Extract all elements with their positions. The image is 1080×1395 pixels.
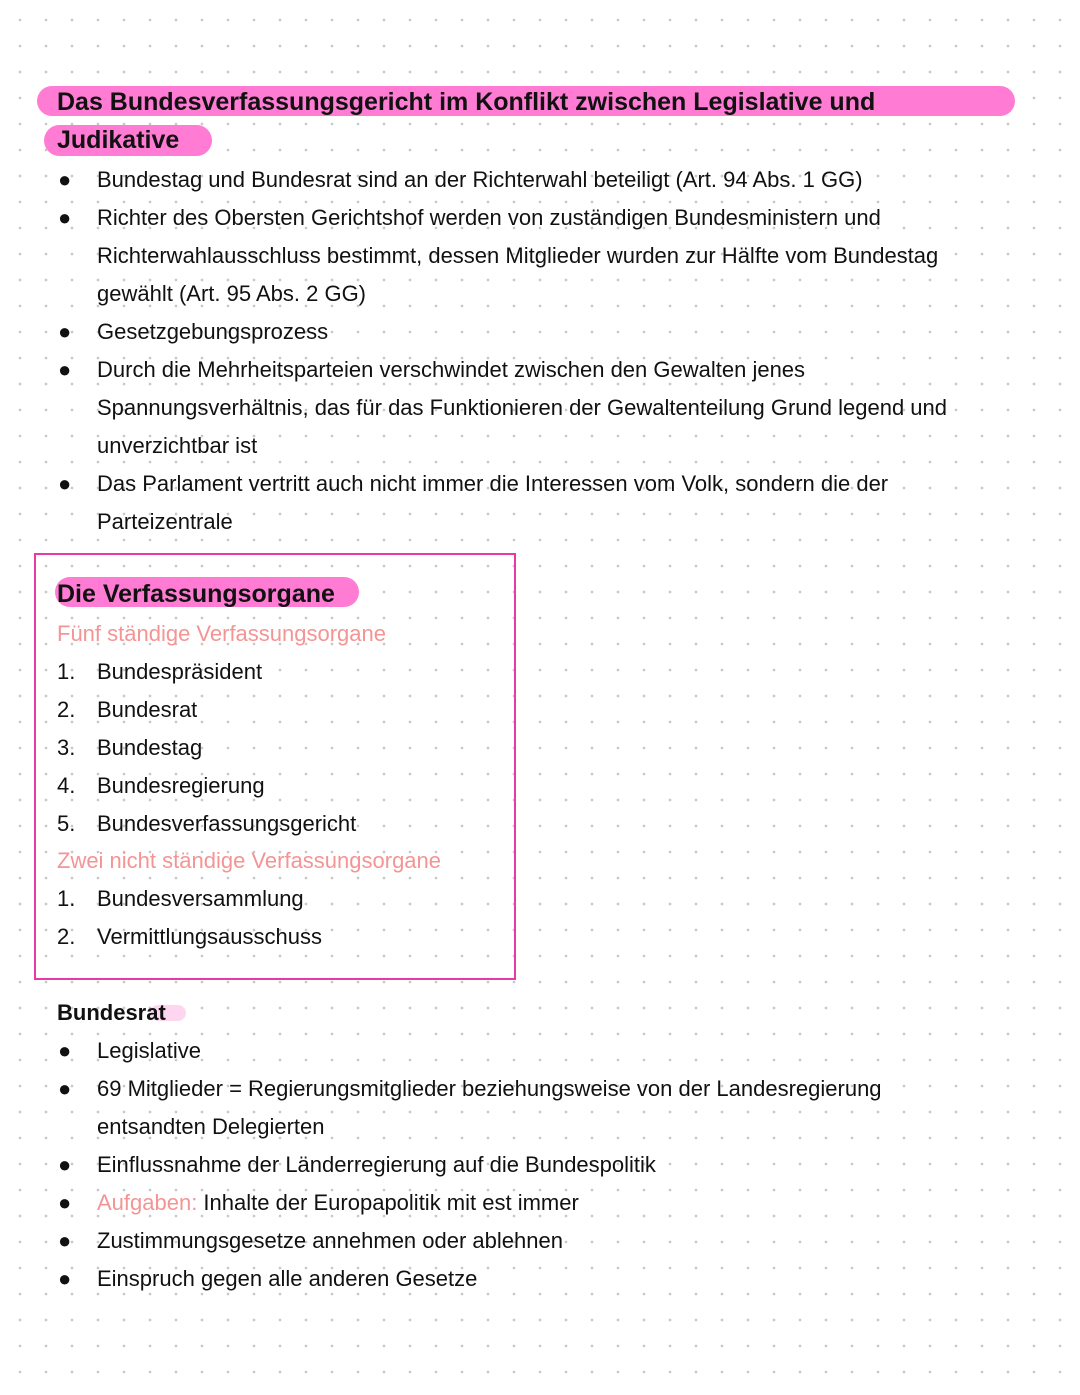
list-item: Bundestag (97, 735, 203, 760)
bullet-dot: ● (58, 167, 72, 192)
list-number: 2. (57, 924, 76, 949)
list-item: Bundesregierung (97, 773, 265, 798)
section-title: Bundesrat (57, 1000, 166, 1025)
bullet-dot: ● (58, 1152, 72, 1177)
list-item: Bundesversammlung (97, 886, 304, 911)
bullet-text: Parteizentrale (97, 509, 233, 534)
bullet-text: Richter des Obersten Gerichtshof werden von zuständigen Bundesministern und (97, 205, 881, 230)
bullet-text: Das Parlament vertritt auch nicht immer die Interessen vom Volk, sondern die der (97, 471, 889, 496)
bullet-text: gewählt (Art. 95 Abs. 2 GG) (97, 281, 367, 306)
bullet-text: Bundestag und Bundesrat sind an der Richterwahl beteiligt (Art. 94 Abs. 1 GG) (97, 167, 863, 192)
bullet-text: Einspruch gegen alle anderen Gesetze (97, 1266, 478, 1291)
list-item: Bundesverfassungsgericht (97, 811, 357, 836)
bullet-dot: ● (58, 205, 72, 230)
bullet-text: Einflussnahme der Länderregierung auf die Bundespolitik (97, 1152, 656, 1177)
bullet-dot: ● (58, 1190, 72, 1215)
list-number: 2. (57, 697, 76, 722)
bullet-text: entsandten Delegierten (97, 1114, 325, 1139)
list-number: 1. (57, 886, 76, 911)
list-item: Vermittlungsausschuss (97, 924, 322, 949)
section-title-line1: Das Bundesverfassungsgericht im Konflikt zwischen Legislative und (57, 88, 876, 116)
list-number: 5. (57, 811, 76, 836)
list-number: 3. (57, 735, 76, 760)
bullet-dot: ● (58, 1228, 72, 1253)
bullet-text: Spannungsverhältnis, das für das Funktionieren der Gewaltenteilung Grund legend und (97, 395, 947, 420)
aufgaben-label: Aufgaben: (97, 1190, 198, 1215)
list-item: Bundesrat (97, 697, 198, 722)
bullet-text (97, 1184, 579, 1222)
section-title: Die Verfassungsorgane (57, 580, 335, 608)
list-number: 1. (57, 659, 76, 684)
bullet-dot: ● (58, 1038, 72, 1063)
bullet-text: Zustimmungsgesetze annehmen oder ablehnen (97, 1228, 563, 1253)
section-title-line2: Judikative (57, 126, 180, 154)
bullet-dot: ● (58, 1266, 72, 1291)
bullet-dot: ● (58, 1076, 72, 1101)
bullet-text: Richterwahlausschluss bestimmt, dessen Mitglieder wurden zur Hälfte vom Bundestag (97, 243, 939, 268)
subtitle-permanent: Fünf ständige Verfassungsorgane (57, 621, 387, 646)
bullet-dot: ● (58, 357, 72, 382)
bullet-text: Gesetzgebungsprozess (97, 319, 329, 344)
list-number: 4. (57, 773, 76, 798)
bullet-text: 69 Mitglieder = Regierungsmitglieder beziehungsweise von der Landesregierung (97, 1076, 882, 1101)
bullet-text: Durch die Mehrheitsparteien verschwindet zwischen den Gewalten jenes (97, 357, 806, 382)
bullet-dot: ● (58, 319, 72, 344)
aufgaben-text: Inhalte der Europapolitik mit est immer (197, 1190, 579, 1215)
list-item: Bundespräsident (97, 659, 263, 684)
bullet-text: Legislative (97, 1038, 201, 1063)
subtitle-nonpermanent: Zwei nicht ständige Verfassungsorgane (57, 848, 442, 873)
bullet-dot: ● (58, 471, 72, 496)
bullet-text: unverzichtbar ist (97, 433, 258, 458)
